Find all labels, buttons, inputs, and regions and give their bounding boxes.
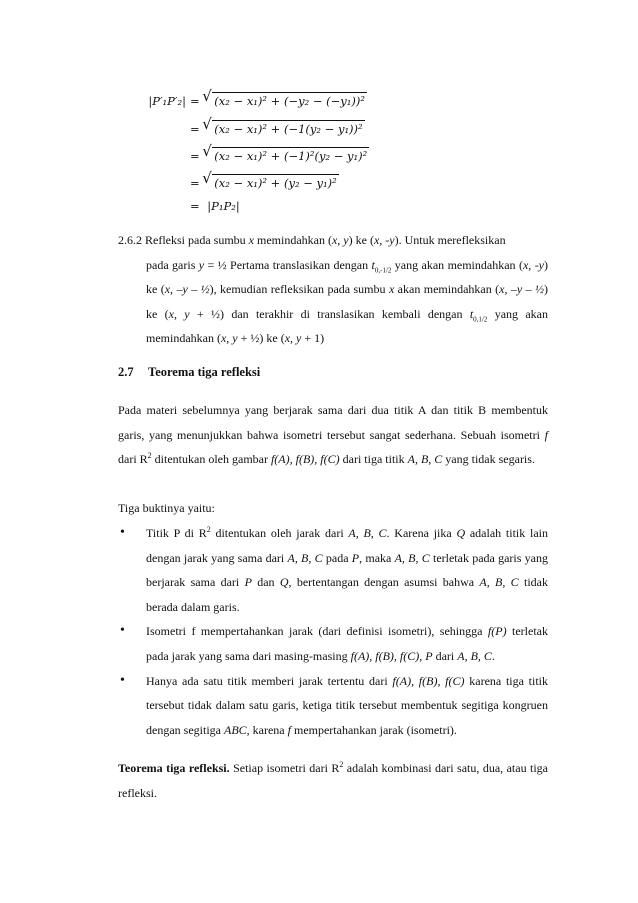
- equals-sign: =: [190, 122, 200, 136]
- list-item: • Titik P di $R^2$ ditentukan oleh jarak dari A, B, C. Karena jika Q adalah titik lain dengan jarak yang sama dari A, B, C pada P, maka A, B, C terletak pada garis yang berjarak sama dari P dan Q, bertentangan dengan asumsi bahwa A, B, C tidak berada dalam garis.: [118, 521, 548, 619]
- equation-line-5: [140, 199, 240, 213]
- equation-lhs: |P′₁P′₂|: [148, 94, 186, 108]
- equation-expr-5: |P₁P₂|: [207, 199, 240, 213]
- paragraph-intro: Pada materi sebelumnya yang berjarak sama dari dua titik A dan titik B membentuk garis, yang menunjukkan bahwa isometri tersebut sangat sederhana. Sebuah isometri f dari $R^2$ ditentukan oleh gambar f(A), f(B), f(C) dari tiga titik A, B, C yang tidak segaris.: [118, 403, 548, 467]
- section-number: 2.7: [118, 365, 134, 379]
- equation-line-1: [140, 92, 367, 108]
- equation-line-4: [140, 174, 339, 190]
- sqrt-expression: [212, 92, 367, 108]
- theorem-label: Teorema tiga refleksi.: [118, 761, 230, 775]
- section-heading: [118, 365, 260, 380]
- equation-expr-2: (x₂ − x₁)² + (−1(y₂ − y₁))²: [214, 122, 363, 136]
- subsection-2-6-2: 2.6.2 Refleksi pada sumbu x memindahkan (x, y) ke (x, -y). Untuk merefleksikan pada garis y = ½ Pertama translasikan dengan $t_{0,-1/2}$ yang akan memindahkan (x, -y) ke (x, –y – ½), kemudian refleksikan pada sumbu x akan memindahkan (x, –y – ½) ke (x, y + ½) dan terakhir di translasikan kembali dengan $t_{0,1/2}$ yang akan memindahkan (x, y + ½) ke (x, y + 1): [118, 228, 548, 351]
- proof-list: [118, 521, 548, 742]
- equation-expr-3: (x₂ − x₁)² + (−1)²(y₂ − y₁)²: [214, 149, 368, 163]
- equals-sign: =: [190, 199, 200, 213]
- subsection-body: pada garis y = ½ Pertama translasikan dengan $t_{0,-1/2}$ yang akan memindahkan (x, -y) ke (x, –y – ½), kemudian refleksikan pada sumbu x akan memindahkan (x, –y – ½) ke (x, y + ½) dan terakhir di translasikan kembali dengan $t_{0,1/2}$ yang akan memindahkan (x, y + ½) ke (x, y + 1): [146, 257, 549, 346]
- equation-expr-4: (x₂ − x₁)² + (y₂ − y₁)²: [214, 176, 337, 190]
- paragraph-proofs-intro: Tiga buktinya yaitu:: [118, 501, 215, 515]
- sqrt-expression: [212, 120, 364, 136]
- equals-sign: =: [190, 149, 200, 163]
- theorem-statement: Teorema tiga refleksi. Setiap isometri dari $R^2$ adalah kombinasi dari satu, dua, atau tiga refleksi.: [118, 760, 549, 800]
- sqrt-expression: [212, 174, 338, 190]
- section-title: Teorema tiga refleksi: [148, 365, 261, 379]
- sqrt-expression: [212, 147, 369, 163]
- subsection-number: 2.6.2: [118, 233, 142, 247]
- list-item: • Hanya ada satu titik memberi jarak tertentu dari f(A), f(B), f(C) karena tiga titik tersebut tidak dalam satu garis, ketiga titik tersebut membentuk segitiga kongruen dengan segitiga ABC, karena f mempertahankan jarak (isometri).: [118, 669, 548, 743]
- equation-line-2: [140, 120, 365, 136]
- equals-sign: =: [190, 94, 200, 108]
- list-item: • Isometri f mempertahankan jarak (dari definisi isometri), sehingga f(P) terletak pada jarak yang sama dari masing-masing f(A), f(B), f(C), P dari A, B, C.: [118, 619, 548, 668]
- equation-line-3: [140, 147, 369, 163]
- equation-expr-1: (x₂ − x₁)² + (−y₂ − (−y₁))²: [214, 94, 365, 108]
- equals-sign: =: [190, 176, 200, 190]
